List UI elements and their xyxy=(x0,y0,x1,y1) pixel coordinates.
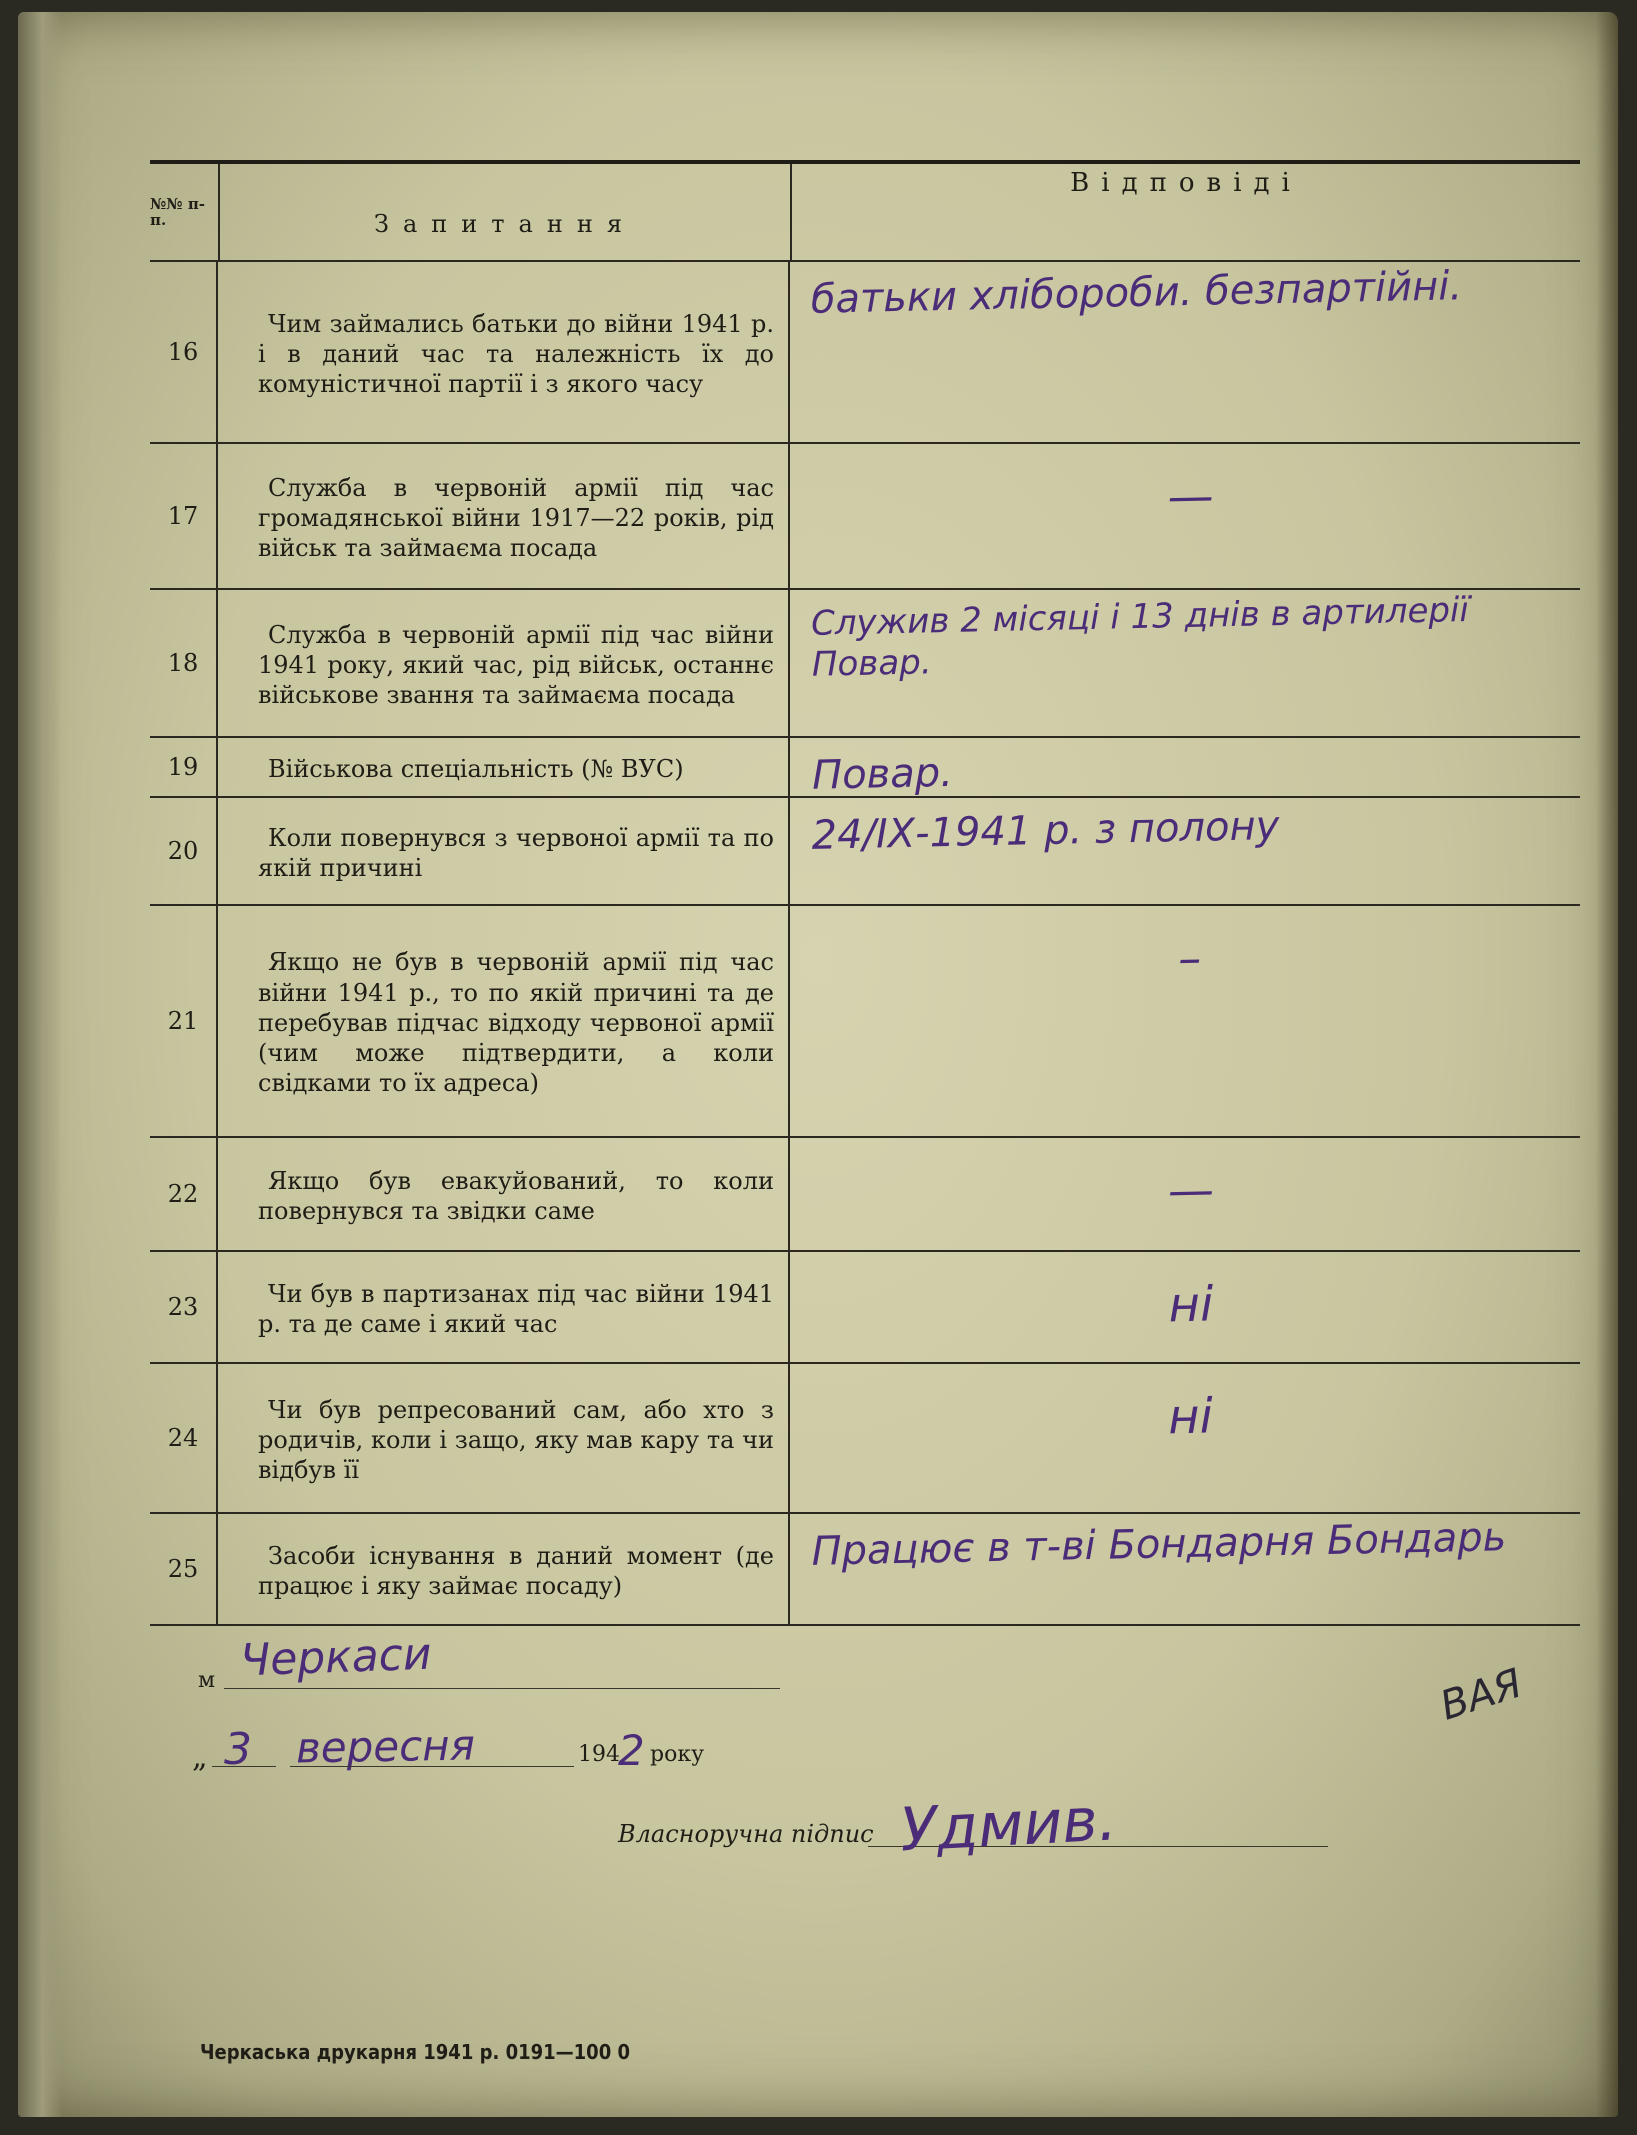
header-answers: Відповіді xyxy=(1070,168,1302,198)
row-answer xyxy=(788,254,1582,451)
row-number: 18 xyxy=(150,590,218,736)
row-number: 17 xyxy=(150,444,218,588)
table-row xyxy=(150,798,1580,906)
row-answer-text: ні xyxy=(1167,1388,1214,1446)
table-row xyxy=(150,906,1580,1138)
date-month: вересня xyxy=(295,1720,476,1773)
year-prefix: 194 xyxy=(578,1742,620,1767)
row-answer-text: Повар. xyxy=(811,749,954,799)
row-question-text: Якщо був евакуйований, то коли повернувся та звідки саме xyxy=(258,1166,774,1225)
row-question xyxy=(218,1364,790,1512)
row-number: 20 xyxy=(150,798,218,904)
row-question xyxy=(218,906,790,1136)
row-answer xyxy=(788,898,1583,1144)
row-number: 22 xyxy=(150,1138,218,1250)
row-number: 24 xyxy=(150,1364,218,1512)
row-question-text: Військова спеціальність (№ ВУС) xyxy=(268,754,684,783)
row-answer-text: — xyxy=(1167,1162,1215,1218)
row-question-text: Служба в червоній армії під час війни 1941 року, який час, рід військ, останнє військове звання та займаєма посада xyxy=(258,620,774,710)
row-answer-text: ні xyxy=(1168,1276,1214,1334)
date-day: 3 xyxy=(224,1724,252,1775)
row-question xyxy=(218,444,790,588)
row-answer xyxy=(789,436,1582,597)
table-row xyxy=(150,1364,1580,1514)
row-question-text: Чим займались батьки до війни 1941 р. і в даний час та належність їх до комуністичної партії і з якого часу xyxy=(258,309,774,399)
row-question-text: Служба в червоній армії під час громадянської війни 1917—22 років, рід військ та займаєма посада xyxy=(258,473,774,563)
row-question xyxy=(218,738,790,796)
row-answer-text: Служив 2 місяці і 13 днів в артилерії Повар. xyxy=(810,590,1470,686)
row-question-text: Чи був в партизанах під час війни 1941 р. та де саме і який час xyxy=(258,1279,774,1338)
row-question xyxy=(218,590,790,736)
row-number: 16 xyxy=(150,262,218,442)
row-number: 23 xyxy=(150,1252,218,1362)
row-answer xyxy=(789,1244,1581,1371)
row-answer-text: Працює в т-ві Бондарня Бондарь xyxy=(811,1514,1507,1575)
row-answer xyxy=(789,1356,1582,1521)
row-answer xyxy=(789,790,1581,913)
row-question xyxy=(218,798,790,904)
date-quote: „ xyxy=(192,1740,208,1775)
city-underline xyxy=(224,1688,780,1689)
table-body xyxy=(150,262,1580,1626)
row-answer-text: 24/ІХ-1941 р. з полону xyxy=(811,803,1280,859)
row-question-text: Коли повернувся з червоної армії та по якій причині xyxy=(258,823,774,882)
row-number: 21 xyxy=(150,906,218,1136)
table-row xyxy=(150,1138,1580,1252)
city-handwritten: Черкаси xyxy=(239,1628,433,1687)
table-row xyxy=(150,1252,1580,1364)
table-row xyxy=(150,590,1580,738)
page-spine xyxy=(18,12,62,2117)
signature-label: Власноручна підпис xyxy=(618,1820,874,1848)
day-underline xyxy=(212,1766,276,1767)
row-question-text: Чи був репресований сам, або хто з родичів, коли і защо, яку мав кару та чи відбув її xyxy=(258,1395,774,1485)
row-answer-text: батьки хлібороби. безпартійні. xyxy=(810,263,1463,323)
table-row xyxy=(150,262,1580,444)
row-answer-text: — xyxy=(1167,468,1215,524)
header-number: №№ п-п. xyxy=(150,164,220,260)
year-digit: 2 xyxy=(618,1726,645,1775)
margin-note: ВАЯ xyxy=(1434,1660,1528,1730)
row-question xyxy=(218,1138,790,1250)
row-answer xyxy=(789,1506,1581,1633)
row-question xyxy=(218,1514,790,1624)
row-question xyxy=(218,1252,790,1362)
header-questions: Запитання xyxy=(220,164,792,260)
questionnaire-table xyxy=(150,160,1580,1626)
year-suffix: року xyxy=(650,1742,705,1767)
city-label: м xyxy=(198,1668,216,1693)
table-row xyxy=(150,444,1580,590)
row-question-text: Якщо не був в червоній армії під час війни 1941 р., то по якій причині та де перебував підчас відходу червоної армії (чим може підтвердити, а коли свідками то їх адреса) xyxy=(258,948,774,1098)
page-edge xyxy=(1596,12,1618,2117)
row-question xyxy=(218,262,790,442)
row-answer xyxy=(789,1130,1581,1259)
row-question-text: Засоби існування в даний момент (де працює і яку займає посаду) xyxy=(258,1541,774,1600)
row-number: 25 xyxy=(150,1514,218,1624)
table-header xyxy=(150,164,1580,262)
table-row xyxy=(150,738,1580,798)
row-number: 19 xyxy=(150,738,218,796)
month-underline xyxy=(290,1766,574,1767)
printer-imprint: Черкаська друкарня 1941 р. 0191—100 0 xyxy=(200,2040,630,2064)
row-answer-text: – xyxy=(1177,930,1202,986)
signature-handwritten: Удмив. xyxy=(898,1784,1119,1866)
table-row xyxy=(150,1514,1580,1626)
row-answer xyxy=(789,582,1582,745)
